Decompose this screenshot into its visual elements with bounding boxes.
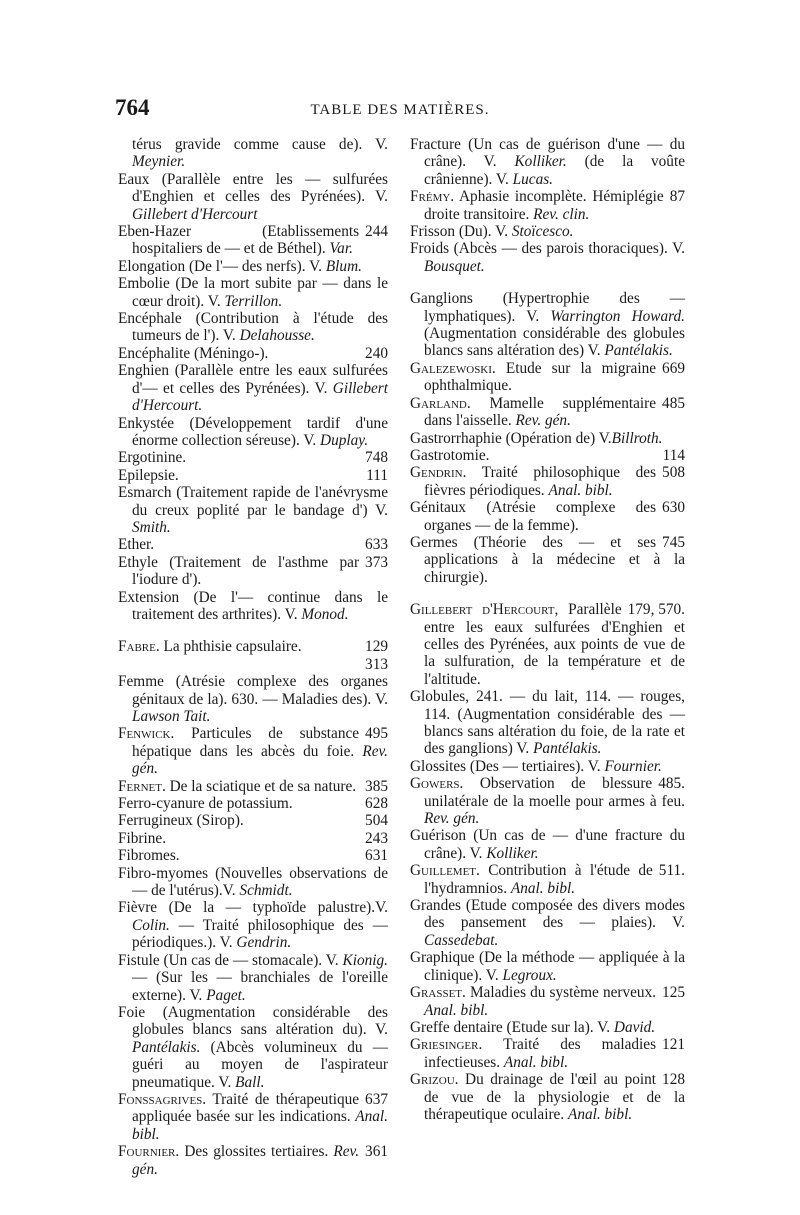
entry-text: De la sciatique et de sa nature. bbox=[165, 777, 357, 795]
entry-page: 485 bbox=[662, 394, 685, 412]
index-entry bbox=[410, 984, 685, 1019]
entry-reference: Pantélakis. bbox=[533, 740, 602, 758]
entry-reference: Anal. bibl. bbox=[424, 1001, 489, 1019]
entry-page: 111 bbox=[366, 466, 388, 484]
entry-page: 385 bbox=[365, 777, 388, 795]
entry-text: Esmarch (Traitement rapide de l'anévrysme du creux poplité par le bandage d') V. bbox=[118, 484, 388, 519]
entry-author: Fournier. bbox=[118, 1143, 180, 1161]
index-entry bbox=[118, 275, 388, 310]
entry-reference: Pantélakis. bbox=[604, 342, 673, 360]
entry-reference: Anal. bibl. bbox=[548, 481, 613, 499]
index-entry bbox=[410, 601, 685, 688]
entry-page: 121 bbox=[662, 1036, 685, 1054]
entry-page: 361 bbox=[365, 1143, 388, 1161]
entry-text: Fistule (Un cas de — stomacale). V. bbox=[118, 951, 343, 969]
entry-text: La phthisie capsulaire. bbox=[159, 638, 302, 656]
entry-reference: Lucas. bbox=[512, 170, 554, 188]
entry-text: Etude sur la migraine ophthalmique. bbox=[424, 359, 657, 395]
page-header bbox=[115, 95, 685, 125]
index-entry bbox=[410, 1071, 685, 1123]
entry-reference: Rev. gén. bbox=[132, 1143, 360, 1178]
index-entry bbox=[410, 949, 685, 984]
entry-reference: Delahousse. bbox=[239, 327, 315, 345]
entry-reference: Paget. bbox=[206, 986, 246, 1004]
entry-text: Ferro-cyanure de potassium. bbox=[118, 795, 293, 813]
entry-text: Aphasie incomplète. Hémiplégie droite transitoire. bbox=[424, 188, 664, 223]
entry-reference: Legroux. bbox=[502, 966, 557, 984]
entry-author: Fabre. bbox=[118, 638, 160, 656]
entry-text: Ergotinine. bbox=[118, 449, 187, 467]
entry-text: Ferrugineux (Sirop). bbox=[118, 812, 244, 830]
entry-text: — (Sur les — branchiales de l'oreille externe). V. bbox=[132, 969, 388, 1004]
entry-reference: Anal. bibl. bbox=[567, 1105, 633, 1123]
left-column bbox=[118, 136, 388, 1178]
page-number: 764 bbox=[115, 95, 150, 120]
index-entry bbox=[118, 830, 388, 847]
index-entry bbox=[118, 449, 388, 466]
index-entry bbox=[410, 136, 685, 188]
index-entry bbox=[118, 1143, 388, 1178]
entry-author: Grizou. bbox=[410, 1071, 459, 1089]
entry-text: — Traité philosophique des — périodiques.). V. bbox=[132, 916, 388, 952]
entry-text: Encéphalite (Méningo-). bbox=[118, 344, 269, 362]
entry-text: Des glossites tertiaires. bbox=[179, 1143, 334, 1161]
index-entry bbox=[410, 1019, 685, 1036]
entry-page: 114 bbox=[662, 446, 685, 464]
entry-text: Gastrotomie. bbox=[410, 446, 490, 464]
entry-text: Génitaux (Atrésie complexe des organes — de la femme). bbox=[410, 499, 657, 534]
entry-reference: Gendrin. bbox=[236, 934, 292, 952]
index-entry bbox=[118, 223, 388, 258]
entry-author: Guillemet. bbox=[410, 862, 480, 880]
entry-page: 313 bbox=[365, 655, 388, 673]
index-entry bbox=[118, 258, 388, 275]
entry-text: (Augmentation considérable des globules blancs sans altération des) V. bbox=[424, 325, 685, 360]
entry-reference: Billroth. bbox=[611, 429, 663, 447]
entry-text: Traité des maladies infectieuses. bbox=[424, 1036, 657, 1071]
entry-page: 748 bbox=[365, 449, 388, 467]
entry-reference: Gillebert d'Hercourt. bbox=[132, 379, 388, 415]
entry-text: Fibromes. bbox=[118, 847, 180, 865]
index-entry bbox=[118, 638, 388, 673]
index-entry bbox=[118, 362, 388, 414]
index-entry bbox=[118, 554, 388, 589]
entry-reference: Pantélakis. bbox=[132, 1038, 201, 1056]
index-entry bbox=[410, 862, 685, 897]
index-entry bbox=[410, 688, 685, 758]
entry-author: Grasset. bbox=[410, 984, 466, 1002]
index-entry bbox=[118, 865, 388, 900]
entry-page: 128 bbox=[662, 1071, 685, 1089]
entry-page: 87 bbox=[669, 188, 685, 206]
entry-text: Elongation (De l'— des nerfs). V. bbox=[118, 257, 326, 275]
entry-reference: Anal. bibl. bbox=[510, 879, 576, 897]
entry-page: 511. bbox=[658, 862, 685, 880]
entry-reference: Rev. gén. bbox=[424, 810, 480, 828]
index-entry bbox=[118, 847, 388, 864]
entry-author: Fernet. bbox=[118, 777, 166, 795]
index-entry bbox=[118, 899, 388, 951]
entry-text: Greffe dentaire (Etude sur la). V. bbox=[410, 1018, 614, 1036]
index-entry bbox=[410, 464, 685, 499]
entry-text: Mamelle supplémentaire dans l'aisselle. bbox=[424, 394, 657, 430]
entry-text: Eaux (Parallèle entre les — sulfurées d'Enghien et celles des Pyrénées). V. bbox=[118, 170, 388, 206]
index-entry bbox=[118, 795, 388, 812]
entry-reference: Monod. bbox=[301, 605, 349, 623]
entry-text: Guérison (Un cas de — d'une fracture du crâne). V. bbox=[410, 827, 685, 862]
entry-page: 179, 570. bbox=[627, 601, 685, 619]
entry-text: Enghien (Parallèle entre les eaux sulfurées d'— et celles des Pyrénées). V. bbox=[118, 362, 388, 397]
entry-reference: Colin. bbox=[132, 916, 170, 934]
entry-page: 125 bbox=[662, 984, 685, 1002]
entry-text: Fièvre (De la — typhoïde palustre).V. bbox=[118, 899, 388, 917]
entry-text: Germes (Théorie des — et ses applications à la médecine et à la chirurgie). bbox=[410, 533, 685, 586]
index-entry bbox=[410, 499, 685, 534]
entry-author: Fenwick. bbox=[118, 725, 175, 743]
entry-reference: Meynier. bbox=[132, 153, 186, 171]
index-entry bbox=[118, 589, 388, 624]
entry-page-line bbox=[132, 656, 388, 673]
entry-reference: Var. bbox=[329, 240, 353, 258]
entry-page: 243 bbox=[365, 829, 388, 847]
index-entry bbox=[410, 223, 685, 240]
running-title: TABLE DES MATIÈRES. bbox=[310, 102, 490, 118]
entry-text: Glossites (Des — tertiaires). V. bbox=[410, 757, 605, 775]
index-entry bbox=[118, 136, 388, 171]
entry-text: Graphique (De la méthode — appliquée à la clinique). V. bbox=[410, 949, 685, 984]
index-entry bbox=[410, 758, 685, 775]
index-entry bbox=[410, 360, 685, 395]
entry-reference: Kolliker. bbox=[514, 153, 567, 171]
entry-reference: Bousquet. bbox=[424, 257, 485, 275]
index-entry bbox=[118, 310, 388, 345]
entry-text: Fibrine. bbox=[118, 829, 167, 847]
entry-reference: Kionig. bbox=[342, 951, 388, 969]
entry-page: 504 bbox=[365, 812, 388, 830]
index-entry bbox=[410, 534, 685, 586]
entry-page: 508 bbox=[662, 464, 685, 482]
entry-page: 628 bbox=[365, 795, 388, 813]
entry-page: 745 bbox=[662, 533, 685, 551]
entry-page: 669 bbox=[662, 359, 685, 377]
entry-reference: Rev. gén. bbox=[132, 742, 388, 778]
entry-text: (Abcès volumineux du — guéri au moyen de l'aspirateur pneumatique. V. bbox=[132, 1038, 388, 1091]
entry-reference: Cassedebat. bbox=[424, 931, 499, 949]
entry-reference: Gillebert d'Hercourt bbox=[132, 205, 258, 223]
entry-page: 630 bbox=[662, 499, 685, 517]
entry-reference: Blum. bbox=[325, 257, 362, 275]
entry-reference: Rev. gén. bbox=[515, 412, 571, 430]
entry-page: 495 bbox=[365, 725, 388, 743]
entry-reference: Terrillon. bbox=[224, 292, 283, 310]
index-entry bbox=[410, 188, 685, 223]
entry-text: Fracture (Un cas de guérison d'une — du crâne). V. bbox=[410, 136, 685, 171]
entry-author: Galezewoski. bbox=[410, 359, 496, 377]
entry-text: Embolie (De la mort subite par — dans le cœur droit). V. bbox=[118, 275, 388, 310]
entry-page: 244 bbox=[365, 223, 388, 241]
index-entry bbox=[118, 467, 388, 484]
entry-page: 631 bbox=[365, 847, 388, 865]
entry-text: Femme (Atrésie complexe des organes génitaux de la). 630. — Maladies des). V. bbox=[118, 673, 388, 708]
index-entry bbox=[118, 1091, 388, 1143]
index-entry bbox=[410, 775, 685, 827]
index-entry bbox=[410, 447, 685, 464]
entry-text: Contribution à l'étude de l'hydramnios. bbox=[424, 862, 653, 897]
index-entry bbox=[410, 290, 685, 360]
index-entry bbox=[410, 1036, 685, 1071]
index-entry bbox=[118, 812, 388, 829]
entry-text: Ethyle (Traitement de l'asthme par l'iodure d'). bbox=[118, 553, 360, 589]
entry-text: Observation de blessure unilatérale de la moelle pour armes à feu. bbox=[424, 775, 685, 810]
entry-page: 129 bbox=[365, 638, 388, 656]
entry-reference: Rev. clin. bbox=[533, 205, 590, 223]
entry-reference: Anal. bibl. bbox=[132, 1108, 388, 1143]
entry-author: Gowers. bbox=[410, 775, 464, 793]
entry-text: Globules, 241. — du lait, 114. — rouges, 114. (Augmentation considérable des — blancs sans altération du foie, de la rate et des ganglions) V. bbox=[410, 688, 685, 758]
entry-text: Traité de thérapeutique appliquée basée sur les indications. bbox=[132, 1090, 360, 1126]
entry-text: Froids (Abcès — des parois thoraciques). V. bbox=[410, 240, 685, 258]
entry-reference: Stoïcesco. bbox=[511, 223, 574, 241]
entry-text: Parallèle entre les eaux sulfurées d'Enghien et celles des Pyrénées, aux points de vue de la sulfuration, de la température et de l'altitude. bbox=[424, 601, 685, 688]
right-column bbox=[410, 136, 685, 1123]
entry-reference: Smith. bbox=[132, 518, 171, 536]
index-entry bbox=[410, 897, 685, 949]
entry-page: 373 bbox=[365, 553, 388, 571]
index-entry bbox=[118, 415, 388, 450]
entry-text: Fibro-myomes (Nouvelles observations de — de l'utérus).V. bbox=[118, 864, 388, 900]
index-entry bbox=[118, 171, 388, 223]
entry-reference: Duplay. bbox=[320, 431, 369, 449]
entry-text: Frisson (Du). V. bbox=[410, 223, 512, 241]
index-entry bbox=[118, 673, 388, 725]
entry-author: Frémy. bbox=[410, 188, 455, 206]
entry-author: Garland. bbox=[410, 394, 471, 412]
entry-reference: Ball. bbox=[235, 1073, 265, 1091]
entry-text: Epilepsie. bbox=[118, 466, 179, 484]
entry-page: 633 bbox=[365, 536, 388, 554]
index-entry bbox=[118, 952, 388, 1004]
index-entry bbox=[410, 430, 685, 447]
entry-author: Griesinger. bbox=[410, 1036, 483, 1054]
entry-text: (de la voûte crânienne). V. bbox=[424, 153, 685, 188]
entry-reference: Fournier. bbox=[604, 757, 662, 775]
index-entry bbox=[118, 536, 388, 553]
entry-text: Maladies du système nerveux. bbox=[465, 984, 657, 1002]
entry-text: Eben-Hazer (Etablissements hospitaliers de — et de Béthel). bbox=[118, 223, 360, 258]
entry-page: 240 bbox=[365, 344, 388, 362]
entry-text: térus gravide comme cause de). V. bbox=[132, 136, 388, 153]
entry-page: 485. bbox=[658, 775, 685, 793]
entry-text: Gastrorrhaphie (Opération de) V. bbox=[410, 429, 612, 447]
entry-page: 637 bbox=[365, 1090, 388, 1108]
index-entry bbox=[118, 725, 388, 777]
entry-reference: Warrington Howard. bbox=[550, 307, 685, 325]
index-entry bbox=[118, 345, 388, 362]
entry-text: Extension (De l'— continue dans le traitement des arthrites). V. bbox=[118, 588, 388, 623]
index-entry bbox=[118, 1004, 388, 1091]
entry-reference: Kolliker. bbox=[486, 844, 539, 862]
entry-text: Ganglions (Hypertrophie des — lymphatiques). V. bbox=[410, 290, 685, 325]
entry-text: Foie (Augmentation considérable des globules blancs sans altération du). V. bbox=[118, 1003, 388, 1039]
entry-author: Gendrin. bbox=[410, 464, 467, 482]
entry-text: Du drainage de l'œil au point de vue de la physiologie et de la thérapeutique oculaire. bbox=[424, 1071, 685, 1123]
index-entry bbox=[118, 778, 388, 795]
entry-text: Enkystée (Développement tardif d'une énorme collection séreuse). V. bbox=[118, 414, 388, 449]
entry-text: Particules de substance hépatique dans les abcès du foie. bbox=[132, 725, 363, 760]
index-entry bbox=[410, 827, 685, 862]
entry-text: Traité philosophique des fièvres périodiques. bbox=[424, 464, 657, 499]
entry-reference: David. bbox=[613, 1018, 656, 1036]
entry-reference: Lawson Tait. bbox=[132, 708, 211, 725]
entry-reference: Schmidt. bbox=[239, 882, 293, 900]
index-entry bbox=[118, 484, 388, 536]
entry-text: Encéphale (Contribution à l'étude des tumeurs de l'). V. bbox=[118, 310, 388, 345]
entry-text: Grandes (Etude composée des divers modes des pansement des — plaies). V. bbox=[410, 897, 685, 932]
index-entry bbox=[410, 240, 685, 275]
entry-reference: Anal. bibl. bbox=[503, 1053, 569, 1071]
index-entry bbox=[410, 395, 685, 430]
entry-author: Gillebert d'Hercourt, bbox=[410, 601, 559, 619]
entry-text: Ether. bbox=[118, 536, 155, 554]
entry-author: Fonssagrives. bbox=[118, 1090, 207, 1108]
